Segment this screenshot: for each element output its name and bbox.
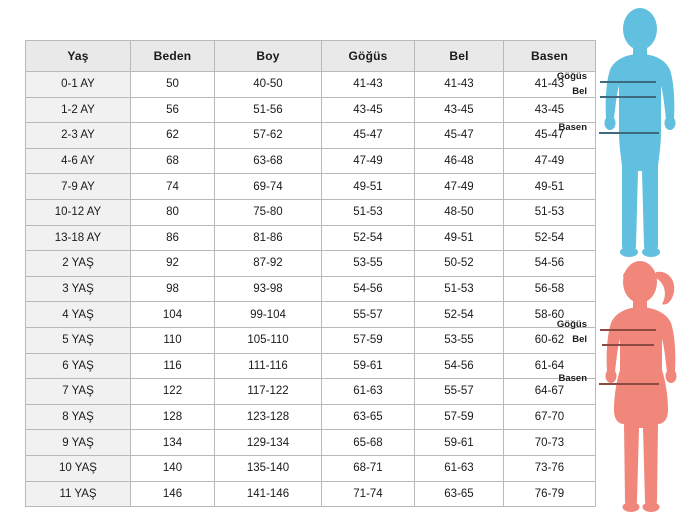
cell-boy: 63-68 (215, 148, 322, 174)
table-row (26, 276, 596, 302)
cell-gogus: 71-74 (322, 481, 415, 507)
cell-beden: 80 (131, 199, 215, 225)
cell-bel: 57-59 (415, 404, 504, 430)
girl-chest-measure-line (600, 329, 656, 331)
table-row (26, 199, 596, 225)
cell-beden: 86 (131, 225, 215, 251)
table-row (26, 148, 596, 174)
cell-basen: 73-76 (504, 455, 596, 481)
table-row (26, 251, 596, 277)
cell-age: 4 YAŞ (26, 302, 131, 328)
girl-body-figure (596, 258, 694, 514)
cell-boy: 93-98 (215, 276, 322, 302)
cell-gogus: 54-56 (322, 276, 415, 302)
table-header (26, 41, 596, 72)
table-row (26, 72, 596, 98)
column-header-boy: Boy (215, 41, 322, 72)
cell-gogus: 61-63 (322, 379, 415, 405)
cell-age: 8 YAŞ (26, 404, 131, 430)
cell-boy: 81-86 (215, 225, 322, 251)
cell-basen: 51-53 (504, 199, 596, 225)
cell-gogus: 68-71 (322, 455, 415, 481)
cell-beden: 74 (131, 174, 215, 200)
girl-chest-label: Göğüs (556, 319, 587, 330)
cell-bel: 49-51 (415, 225, 504, 251)
cell-gogus: 65-68 (322, 430, 415, 456)
cell-age: 6 YAŞ (26, 353, 131, 379)
table-row (26, 97, 596, 123)
cell-gogus: 49-51 (322, 174, 415, 200)
table-row (26, 123, 596, 149)
cell-basen: 52-54 (504, 225, 596, 251)
table-row (26, 174, 596, 200)
cell-boy: 105-110 (215, 327, 322, 353)
cell-age: 4-6 AY (26, 148, 131, 174)
size-chart-table (25, 40, 596, 507)
cell-beden: 110 (131, 327, 215, 353)
cell-beden: 104 (131, 302, 215, 328)
boy-chest-label: Göğüs (556, 71, 587, 82)
cell-beden: 140 (131, 455, 215, 481)
cell-boy: 129-134 (215, 430, 322, 456)
cell-basen: 56-58 (504, 276, 596, 302)
column-header-basen: Basen (504, 41, 596, 72)
cell-bel: 43-45 (415, 97, 504, 123)
cell-gogus: 43-45 (322, 97, 415, 123)
cell-beden: 128 (131, 404, 215, 430)
cell-beden: 50 (131, 72, 215, 98)
table-row (26, 379, 596, 405)
boy-hip-measure-line (599, 132, 659, 134)
cell-bel: 50-52 (415, 251, 504, 277)
table-row (26, 225, 596, 251)
cell-beden: 56 (131, 97, 215, 123)
column-header-beden: Beden (131, 41, 215, 72)
cell-basen: 64-67 (504, 379, 596, 405)
cell-gogus: 59-61 (322, 353, 415, 379)
cell-gogus: 53-55 (322, 251, 415, 277)
cell-boy: 117-122 (215, 379, 322, 405)
cell-age: 3 YAŞ (26, 276, 131, 302)
cell-boy: 99-104 (215, 302, 322, 328)
cell-basen: 70-73 (504, 430, 596, 456)
column-header-bel: Bel (415, 41, 504, 72)
cell-gogus: 45-47 (322, 123, 415, 149)
cell-basen: 49-51 (504, 174, 596, 200)
cell-boy: 87-92 (215, 251, 322, 277)
cell-basen: 58-60 (504, 302, 596, 328)
cell-gogus: 55-57 (322, 302, 415, 328)
cell-age: 10-12 AY (26, 199, 131, 225)
cell-bel: 53-55 (415, 327, 504, 353)
cell-beden: 92 (131, 251, 215, 277)
cell-gogus: 41-43 (322, 72, 415, 98)
cell-bel: 61-63 (415, 455, 504, 481)
cell-boy: 135-140 (215, 455, 322, 481)
cell-basen: 76-79 (504, 481, 596, 507)
table-row (26, 353, 596, 379)
table-row (26, 327, 596, 353)
cell-bel: 59-61 (415, 430, 504, 456)
cell-basen: 41-43 (504, 72, 596, 98)
cell-boy: 69-74 (215, 174, 322, 200)
girl-hip-measure-line (599, 383, 659, 385)
cell-bel: 52-54 (415, 302, 504, 328)
cell-beden: 68 (131, 148, 215, 174)
cell-beden: 122 (131, 379, 215, 405)
cell-age: 2-3 AY (26, 123, 131, 149)
cell-bel: 55-57 (415, 379, 504, 405)
cell-bel: 54-56 (415, 353, 504, 379)
table-row (26, 430, 596, 456)
cell-bel: 48-50 (415, 199, 504, 225)
cell-boy: 111-116 (215, 353, 322, 379)
cell-age: 11 YAŞ (26, 481, 131, 507)
cell-bel: 63-65 (415, 481, 504, 507)
column-header-gogus: Göğüs (322, 41, 415, 72)
cell-boy: 57-62 (215, 123, 322, 149)
cell-age: 2 YAŞ (26, 251, 131, 277)
cell-beden: 134 (131, 430, 215, 456)
table-row (26, 404, 596, 430)
cell-boy: 141-146 (215, 481, 322, 507)
cell-age: 10 YAŞ (26, 455, 131, 481)
cell-beden: 62 (131, 123, 215, 149)
cell-bel: 46-48 (415, 148, 504, 174)
cell-gogus: 47-49 (322, 148, 415, 174)
cell-age: 9 YAŞ (26, 430, 131, 456)
cell-gogus: 57-59 (322, 327, 415, 353)
cell-gogus: 51-53 (322, 199, 415, 225)
cell-boy: 40-50 (215, 72, 322, 98)
cell-bel: 47-49 (415, 174, 504, 200)
girl-waist-label: Bel (572, 334, 587, 345)
cell-basen: 61-64 (504, 353, 596, 379)
table-row (26, 481, 596, 507)
cell-basen: 47-49 (504, 148, 596, 174)
cell-age: 13-18 AY (26, 225, 131, 251)
boy-waist-label: Bel (572, 86, 587, 97)
column-header-age: Yaş (26, 41, 131, 72)
table-row (26, 455, 596, 481)
cell-beden: 116 (131, 353, 215, 379)
cell-basen: 67-70 (504, 404, 596, 430)
table-body (26, 72, 596, 507)
cell-gogus: 52-54 (322, 225, 415, 251)
table-header-row (26, 41, 596, 72)
girl-waist-measure-line (602, 344, 654, 346)
cell-boy: 123-128 (215, 404, 322, 430)
cell-beden: 98 (131, 276, 215, 302)
cell-bel: 51-53 (415, 276, 504, 302)
cell-beden: 146 (131, 481, 215, 507)
cell-age: 1-2 AY (26, 97, 131, 123)
boy-hip-label: Basen (558, 122, 587, 133)
cell-basen: 43-45 (504, 97, 596, 123)
cell-age: 7 YAŞ (26, 379, 131, 405)
cell-boy: 51-56 (215, 97, 322, 123)
cell-basen: 54-56 (504, 251, 596, 277)
cell-bel: 41-43 (415, 72, 504, 98)
boy-waist-measure-line (600, 96, 656, 98)
boy-chest-measure-line (600, 81, 656, 83)
cell-boy: 75-80 (215, 199, 322, 225)
cell-bel: 45-47 (415, 123, 504, 149)
cell-gogus: 63-65 (322, 404, 415, 430)
girl-hip-label: Basen (558, 373, 587, 384)
cell-basen: 60-62 (504, 327, 596, 353)
girl-silhouette-icon (596, 258, 694, 514)
cell-basen: 45-47 (504, 123, 596, 149)
cell-age: 7-9 AY (26, 174, 131, 200)
cell-age: 5 YAŞ (26, 327, 131, 353)
table-row (26, 302, 596, 328)
cell-age: 0-1 AY (26, 72, 131, 98)
